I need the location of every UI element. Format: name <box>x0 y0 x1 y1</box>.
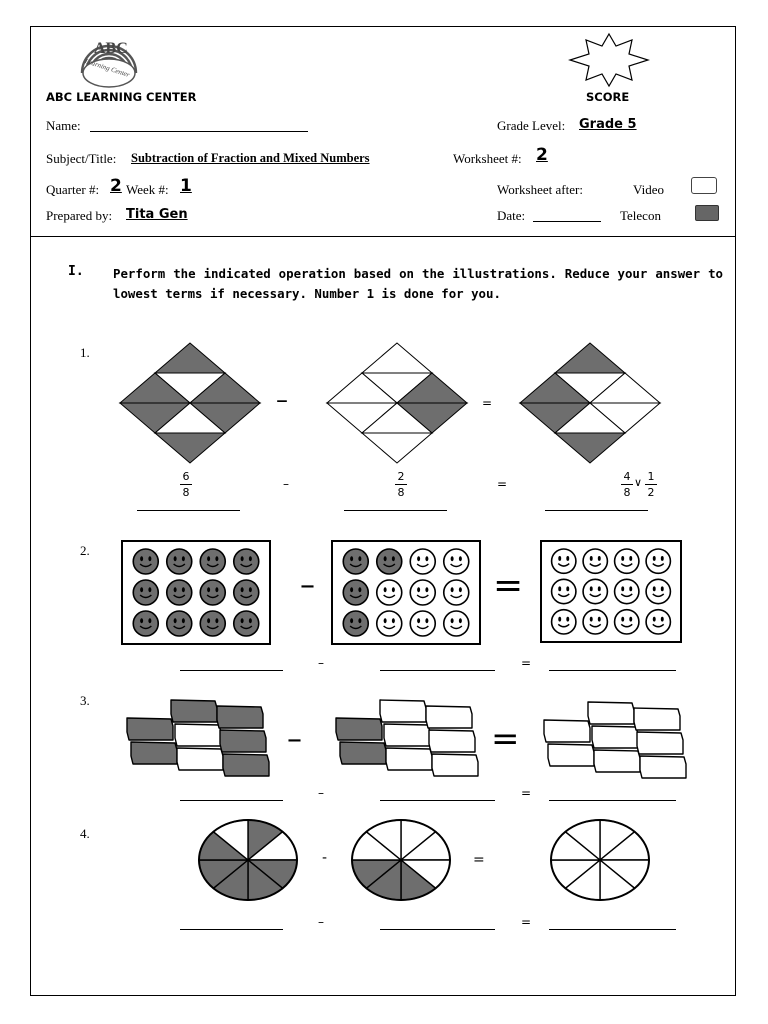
block <box>588 702 634 724</box>
smiley-face-icon <box>552 579 576 603</box>
item-3-blocks-c <box>542 700 687 780</box>
date-label: Date: <box>497 208 526 223</box>
item-4-pie-c <box>549 818 651 902</box>
block <box>592 726 638 748</box>
item-2-faces-a <box>121 540 271 645</box>
item-4-blank-a[interactable] <box>180 929 283 930</box>
item-4-minus: - <box>322 850 328 866</box>
item-3-blank-c[interactable] <box>549 800 676 801</box>
name-field[interactable] <box>90 131 308 132</box>
smiley-face-icon <box>410 580 435 605</box>
item-3-blank-a[interactable] <box>180 800 283 801</box>
block <box>223 754 269 776</box>
block <box>220 730 266 752</box>
item-2-faces-c <box>540 540 682 643</box>
quarter-label: Quarter #: <box>46 182 100 197</box>
smiley-face-icon <box>583 579 607 603</box>
fraction-denominator: 8 <box>182 486 190 499</box>
worksheet-value: 2 <box>536 145 548 165</box>
item-2-minus: – <box>300 568 315 603</box>
item-1-blank-c[interactable] <box>545 510 648 511</box>
item-4-pie-b <box>350 818 452 902</box>
week-value: 1 <box>180 176 192 196</box>
block <box>548 744 594 766</box>
shaded-face-icon <box>377 549 402 574</box>
smiley-face-icon <box>444 580 469 605</box>
item-1-diamond-c <box>520 343 660 463</box>
item-3-minus: – <box>287 722 302 757</box>
block <box>217 706 263 728</box>
shaded-face-icon <box>133 549 158 574</box>
smiley-face-icon <box>444 611 469 636</box>
item-1-equals: = <box>482 396 493 410</box>
shaded-face-icon <box>167 611 192 636</box>
block <box>127 718 173 740</box>
smiley-face-icon <box>552 549 576 573</box>
block <box>637 732 683 754</box>
telecon-label: Telecon <box>620 208 661 223</box>
item-2-equals: = <box>493 565 524 606</box>
shaded-face-icon <box>133 611 158 636</box>
item-1-number: 1. <box>80 345 90 360</box>
score-star-icon <box>566 32 652 88</box>
item-4-pie-a <box>197 818 299 902</box>
shaded-face-icon <box>200 549 225 574</box>
item-4-blank-c[interactable] <box>549 929 676 930</box>
telecon-checkbox[interactable] <box>695 205 719 221</box>
item-3-blank-b[interactable] <box>380 800 495 801</box>
subject-value: Subtraction of Fraction and Mixed Numbers <box>131 151 370 165</box>
item-4-answer-equals: = <box>521 915 532 929</box>
shaded-face-icon <box>343 611 368 636</box>
item-1-answer-minus: – <box>283 477 289 491</box>
item-3-blocks-a <box>125 698 270 778</box>
item-4-answer-minus: – <box>318 915 324 929</box>
quarter-value: 2 <box>110 176 122 196</box>
smiley-face-icon <box>377 580 402 605</box>
item-3-blocks-b <box>334 698 479 778</box>
fraction-numerator: 1 <box>647 470 655 483</box>
smiley-face-icon <box>583 610 607 634</box>
smiley-face-icon <box>646 610 670 634</box>
week-label: Week #: <box>126 182 169 197</box>
block <box>386 748 432 770</box>
shaded-face-icon <box>234 580 259 605</box>
smiley-face-icon <box>583 549 607 573</box>
grade-value: Grade 5 <box>579 117 637 132</box>
fraction-numerator: 4 <box>623 470 631 483</box>
smiley-face-icon <box>646 549 670 573</box>
item-1-diamond-b <box>327 343 467 463</box>
shaded-face-icon <box>343 580 368 605</box>
worksheet-after-label: Worksheet after: <box>497 182 583 197</box>
block <box>594 750 640 772</box>
fraction-denominator: 8 <box>397 486 405 499</box>
shaded-face-icon <box>234 549 259 574</box>
smiley-face-icon <box>615 549 639 573</box>
smiley-face-icon <box>444 549 469 574</box>
block <box>177 748 223 770</box>
smiley-face-icon <box>615 579 639 603</box>
item-1-diamond-a <box>120 343 260 463</box>
smiley-face-icon <box>552 610 576 634</box>
shaded-face-icon <box>200 580 225 605</box>
video-label: Video <box>633 182 664 197</box>
item-3-equals: = <box>491 719 520 759</box>
logo-subtext: Learning Center <box>83 57 131 79</box>
block <box>432 754 478 776</box>
smiley-face-icon <box>410 611 435 636</box>
item-1-answer-b <box>395 470 407 499</box>
name-label: Name: <box>46 118 81 133</box>
worksheet-label: Worksheet #: <box>453 151 522 166</box>
header-divider <box>30 236 736 237</box>
item-2-blank-c[interactable] <box>549 670 676 671</box>
org-name: ABC LEARNING CENTER <box>46 90 197 104</box>
item-3-answer-minus: – <box>318 786 324 800</box>
item-1-reduce-arrow: ∨ <box>634 476 643 489</box>
score-label: SCORE <box>586 90 630 104</box>
shaded-face-icon <box>167 580 192 605</box>
item-2-number: 2. <box>80 543 90 558</box>
block <box>380 700 426 722</box>
fraction-numerator: 6 <box>182 470 190 483</box>
item-1-answer-c <box>621 470 633 499</box>
item-1-minus: – <box>276 386 288 414</box>
block <box>340 742 386 764</box>
item-2-faces-b <box>331 540 481 645</box>
smiley-face-icon <box>646 579 670 603</box>
block <box>634 708 680 730</box>
smiley-face-icon <box>410 549 435 574</box>
item-1-answer-simplified <box>645 470 657 499</box>
block <box>426 706 472 728</box>
subject-label: Subject/Title: <box>46 151 117 166</box>
shaded-face-icon <box>133 580 158 605</box>
block <box>384 724 430 746</box>
instruction-number: I. <box>68 264 84 279</box>
block <box>171 700 217 722</box>
item-2-blank-a[interactable] <box>180 670 283 671</box>
shaded-face-icon <box>343 549 368 574</box>
item-1-answer-a <box>180 470 192 499</box>
item-3-answer-equals: = <box>521 786 532 800</box>
item-4-number: 4. <box>80 826 90 841</box>
block <box>640 756 686 778</box>
item-3-number: 3. <box>80 693 90 708</box>
fraction-denominator: 2 <box>647 486 655 499</box>
item-4-equals: = <box>473 852 485 868</box>
prepared-value: Tita Gen <box>126 207 188 222</box>
smiley-face-icon <box>377 611 402 636</box>
item-4-blank-b[interactable] <box>380 929 495 930</box>
block <box>336 718 382 740</box>
block <box>131 742 177 764</box>
video-checkbox[interactable] <box>691 177 717 194</box>
prepared-label: Prepared by: <box>46 208 113 223</box>
smiley-face-icon <box>615 610 639 634</box>
item-1-blank-a[interactable] <box>137 510 240 511</box>
shaded-face-icon <box>234 611 259 636</box>
item-2-answer-minus: – <box>318 656 324 670</box>
fraction-denominator: 8 <box>623 486 631 499</box>
item-1-blank-b[interactable] <box>344 510 447 511</box>
shaded-face-icon <box>200 611 225 636</box>
block <box>429 730 475 752</box>
item-1-answer-equals: = <box>497 477 508 491</box>
fraction-numerator: 2 <box>397 470 405 483</box>
block <box>544 720 590 742</box>
instruction-text: Perform the indicated operation based on the illustrations. Reduce your answer to lowest terms if necessary. Number 1 is done for you. <box>113 266 723 301</box>
date-field[interactable] <box>533 221 601 222</box>
logo-text: ABC <box>94 40 128 57</box>
item-2-answer-equals: = <box>521 656 532 670</box>
grade-label: Grade Level: <box>497 118 566 133</box>
block <box>175 724 221 746</box>
item-2-blank-b[interactable] <box>380 670 495 671</box>
shaded-face-icon <box>167 549 192 574</box>
